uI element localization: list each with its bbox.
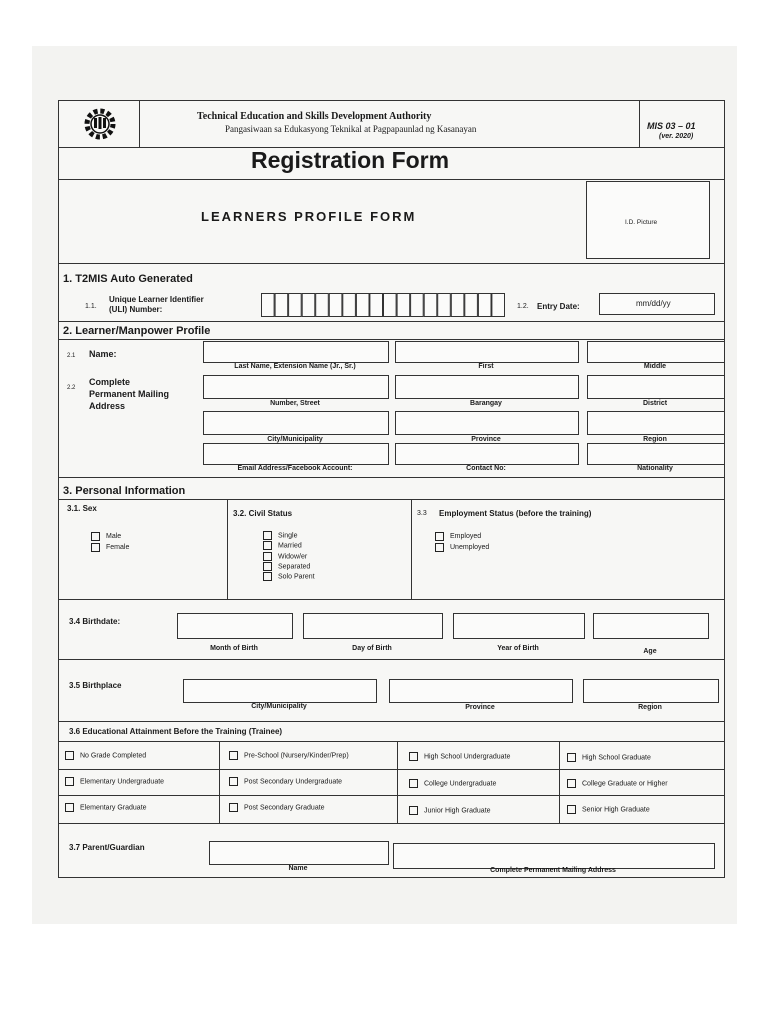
edu-post-sec-grad[interactable]: Post Secondary Graduate	[229, 803, 325, 812]
age-caption: Age	[643, 648, 657, 655]
option-single[interactable]: Single	[263, 531, 315, 541]
option-female[interactable]: Female	[91, 542, 129, 553]
edu-college-undergrad[interactable]: College Undergraduate	[409, 779, 496, 788]
birthplace-region-caption: Region	[638, 704, 662, 711]
city-caption: City/Municipality	[267, 436, 323, 443]
contact-field[interactable]	[395, 443, 579, 465]
id-picture-box[interactable]	[586, 181, 710, 259]
civil-status-options	[263, 531, 315, 583]
barangay-field[interactable]	[395, 375, 579, 399]
birth-year-caption: Year of Birth	[497, 645, 539, 652]
birth-month-field[interactable]	[177, 613, 293, 639]
education-heading: 3.6 Educational Attainment Before the Training (Trainee)	[69, 727, 283, 736]
uli-digit-box[interactable]	[343, 294, 356, 317]
name-number: 2.1	[67, 353, 76, 359]
edu-no-grade[interactable]: No Grade Completed	[65, 751, 146, 760]
employment-heading-number: 3.3	[417, 510, 427, 517]
edu-pre-school[interactable]: Pre-School (Nursery/Kinder/Prep)	[229, 751, 349, 760]
age-field[interactable]	[593, 613, 709, 639]
checkbox-icon	[263, 572, 272, 581]
section3-heading: 3. Personal Information	[63, 485, 186, 497]
checkbox-icon	[567, 805, 576, 814]
option-male[interactable]: Male	[91, 531, 129, 542]
edu-college-grad[interactable]: College Graduate or Higher	[567, 779, 668, 788]
checkbox-icon	[409, 806, 418, 815]
edu-elem-grad[interactable]: Elementary Graduate	[65, 803, 147, 812]
uli-digit-box[interactable]	[370, 294, 383, 317]
birthplace-label: 3.5 Birthplace	[69, 681, 122, 690]
birthdate-label: 3.4 Birthdate:	[69, 617, 121, 626]
entry-date-number: 1.2.	[517, 303, 529, 310]
name-label: Name:	[89, 349, 117, 359]
nationality-caption: Nationality	[637, 465, 673, 472]
uli-digit-box[interactable]	[451, 294, 464, 317]
uli-digit-box[interactable]	[302, 294, 315, 317]
checkbox-icon	[409, 779, 418, 788]
uli-digit-box[interactable]	[397, 294, 410, 317]
checkbox-icon	[435, 532, 444, 541]
street-field[interactable]	[203, 375, 389, 399]
form-title: Registration Form	[251, 147, 450, 173]
checkbox-icon	[263, 541, 272, 550]
uli-digit-box[interactable]	[424, 294, 437, 317]
entry-date-value: mm/dd/yy	[636, 299, 671, 308]
checkbox-icon	[263, 531, 272, 540]
checkbox-icon	[65, 777, 74, 786]
sex-options	[91, 531, 129, 553]
middle-name-caption: Middle	[643, 363, 667, 370]
email-field[interactable]	[203, 443, 389, 465]
birthplace-city-caption: City/Municipality	[251, 703, 307, 710]
guardian-name-caption: Name	[288, 865, 308, 872]
birthplace-province-caption: Province	[465, 704, 495, 711]
agency-name: Technical Education and Skills Development Authority	[197, 111, 432, 122]
checkbox-icon	[91, 532, 100, 541]
first-name-caption: First	[478, 363, 494, 370]
form-code: MIS 03 – 01	[647, 121, 696, 131]
birthplace-province-field[interactable]	[389, 679, 573, 703]
uli-label: Unique Learner Identifier	[109, 295, 204, 304]
uli-digit-box[interactable]	[316, 294, 329, 317]
edu-hs-grad[interactable]: High School Graduate	[567, 753, 651, 762]
entry-date-label: Entry Date:	[537, 302, 580, 311]
option-employed[interactable]: Employed	[435, 531, 489, 542]
first-name-field[interactable]	[395, 341, 579, 363]
id-picture-label: I.D. Picture	[625, 219, 658, 226]
checkbox-icon	[91, 543, 100, 552]
guardian-label: 3.7 Parent/Guardian	[69, 843, 145, 852]
option-widower[interactable]: Widow/er	[263, 552, 315, 562]
checkbox-icon	[409, 752, 418, 761]
checkbox-icon	[567, 753, 576, 762]
contact-caption: Contact No:	[466, 465, 506, 472]
address-label-2: Permanent Mailing	[89, 389, 170, 399]
uli-digit-box[interactable]	[262, 294, 275, 317]
region-caption: Region	[643, 436, 667, 443]
middle-name-field[interactable]	[587, 341, 725, 363]
registration-form	[58, 100, 725, 878]
checkbox-icon	[65, 751, 74, 760]
option-unemployed[interactable]: Unemployed	[435, 542, 489, 553]
guardian-address-caption: Complete Permanent Mailing Address	[490, 867, 616, 874]
option-married[interactable]: Married	[263, 541, 315, 551]
option-separated[interactable]: Separated	[263, 562, 315, 572]
guardian-address-field[interactable]	[393, 843, 715, 869]
checkbox-icon	[65, 803, 74, 812]
last-name-field[interactable]	[203, 341, 389, 363]
birthplace-region-field[interactable]	[583, 679, 719, 703]
edu-post-sec-undergrad[interactable]: Post Secondary Undergraduate	[229, 777, 342, 786]
option-solo-parent[interactable]: Solo Parent	[263, 572, 315, 582]
form-subtitle: LEARNERS PROFILE FORM	[201, 209, 417, 224]
district-caption: District	[642, 400, 668, 407]
edu-senior-high-grad[interactable]: Senior High Graduate	[567, 805, 650, 814]
birth-year-field[interactable]	[453, 613, 585, 639]
street-caption: Number, Street	[270, 400, 320, 407]
agency-name-tagalog: Pangasiwaan sa Edukasyong Teknikal at Pagpapaunlad ng Kasanayan	[225, 124, 477, 134]
address-label-3: Address	[89, 401, 126, 411]
tesda-logo-gear-icon	[83, 107, 117, 141]
entry-date-field[interactable]	[599, 293, 715, 315]
email-caption: Email Address/Facebook Account:	[237, 465, 353, 472]
guardian-name-field[interactable]	[209, 841, 389, 865]
province-caption: Province	[471, 436, 501, 443]
uli-digit-box[interactable]	[275, 294, 288, 317]
uli-digit-box[interactable]	[411, 294, 424, 317]
birth-month-caption: Month of Birth	[210, 645, 258, 652]
edu-elem-undergrad[interactable]: Elementary Undergraduate	[65, 777, 164, 786]
barangay-caption: Barangay	[470, 400, 502, 407]
birth-day-field[interactable]	[303, 613, 443, 639]
uli-digit-box[interactable]	[478, 294, 491, 317]
checkbox-icon	[229, 777, 238, 786]
section1-heading: 1. T2MIS Auto Generated	[63, 273, 193, 285]
checkbox-icon	[263, 562, 272, 571]
uli-digit-box[interactable]	[356, 294, 369, 317]
address-label-1: Complete	[89, 377, 131, 387]
uli-digit-box[interactable]	[329, 294, 342, 317]
address-number: 2.2	[67, 385, 76, 391]
checkbox-icon	[263, 552, 272, 561]
checkbox-icon	[229, 751, 238, 760]
checkbox-icon	[435, 543, 444, 552]
form-version: (ver. 2020)	[659, 133, 694, 140]
uli-digit-box[interactable]	[438, 294, 451, 317]
uli-digit-box[interactable]	[465, 294, 478, 317]
uli-digit-box[interactable]	[289, 294, 302, 317]
birth-day-caption: Day of Birth	[352, 645, 392, 652]
district-field[interactable]	[587, 375, 725, 399]
employment-heading: Employment Status (before the training)	[439, 509, 592, 518]
edu-hs-undergrad[interactable]: High School Undergraduate	[409, 752, 510, 761]
uli-digit-box[interactable]	[384, 294, 397, 317]
uli-digit-box[interactable]	[492, 294, 505, 317]
province-field[interactable]	[395, 411, 579, 435]
uli-number-label: 1.1.	[85, 303, 97, 310]
city-field[interactable]	[203, 411, 389, 435]
checkbox-icon	[567, 779, 576, 788]
nationality-field[interactable]	[587, 443, 725, 465]
uli-label-2: (ULI) Number:	[109, 305, 163, 314]
checkbox-icon	[229, 803, 238, 812]
last-name-caption: Last Name, Extension Name (Jr., Sr.)	[234, 363, 356, 370]
civil-status-heading: 3.2. Civil Status	[233, 509, 293, 518]
uli-digit-boxes[interactable]	[261, 293, 505, 317]
birthplace-city-field[interactable]	[183, 679, 377, 703]
employment-options	[435, 531, 489, 553]
edu-junior-high-grad[interactable]: Junior High Graduate	[409, 806, 491, 815]
section2-heading: 2. Learner/Manpower Profile	[63, 325, 211, 337]
sex-heading: 3.1. Sex	[67, 504, 97, 513]
region-field[interactable]	[587, 411, 725, 435]
